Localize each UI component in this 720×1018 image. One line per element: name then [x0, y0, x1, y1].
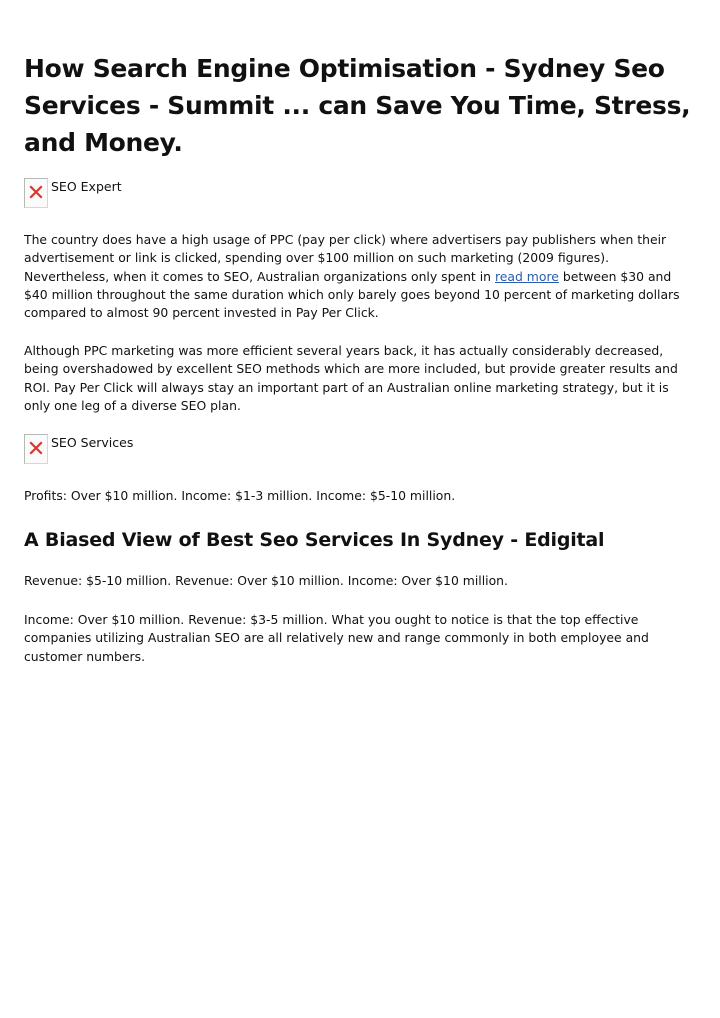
paragraph-profits: Profits: Over $10 million. Income: $1-3 million. Income: $5-10 million.	[24, 488, 456, 503]
page-title: How Search Engine Optimisation - Sydney Seo Services - Summit ... can Save You Time, Stress, and Money.	[24, 54, 691, 157]
broken-image-seo-services	[24, 434, 133, 464]
paragraph-revenue: Revenue: $5-10 million. Revenue: Over $10 million. Income: Over $10 million.	[24, 573, 508, 588]
broken-image-icon	[24, 178, 48, 208]
image-alt-text: SEO Services	[51, 435, 134, 450]
read-more-link[interactable]: read more	[494, 268, 559, 284]
paragraph-text: The country does have a high usage of PPC (pay per click) where advertisers pay publishers when their advertisement or link is clicked, spending over $100 million on such marketing (2009 figures). Nevertheless, when it comes to SEO, Australian organizations only spent in	[24, 232, 667, 284]
section-heading: A Biased View of Best Seo Services In Sydney - Edigital	[24, 529, 605, 551]
broken-image-icon	[24, 434, 48, 464]
image-alt-text: SEO Expert	[51, 179, 122, 194]
paragraph-income: Income: Over $10 million. Revenue: $3-5 million. What you ought to notice is that the top effective companies utilizing Australian SEO are all relatively new and range commonly in both employee and customer numbers.	[24, 612, 649, 664]
paragraph-ppc-decline: Although PPC marketing was more efficient several years back, it has actually considerably decreased, being overshadowed by excellent SEO methods which are more included, but provide greater results and ROI. Pay Per Click will always stay an important part of an Australian online marketing strategy, but it is only one leg of a diverse SEO plan.	[24, 343, 678, 413]
paragraph-text: between $30 and $40 million throughout the same duration which only barely goes beyond 10 percent of marketing dollars compared to almost 90 percent invested in Pay Per Click.	[24, 268, 680, 321]
broken-image-seo-expert	[24, 178, 122, 208]
paragraph-ppc-usage	[24, 231, 696, 322]
